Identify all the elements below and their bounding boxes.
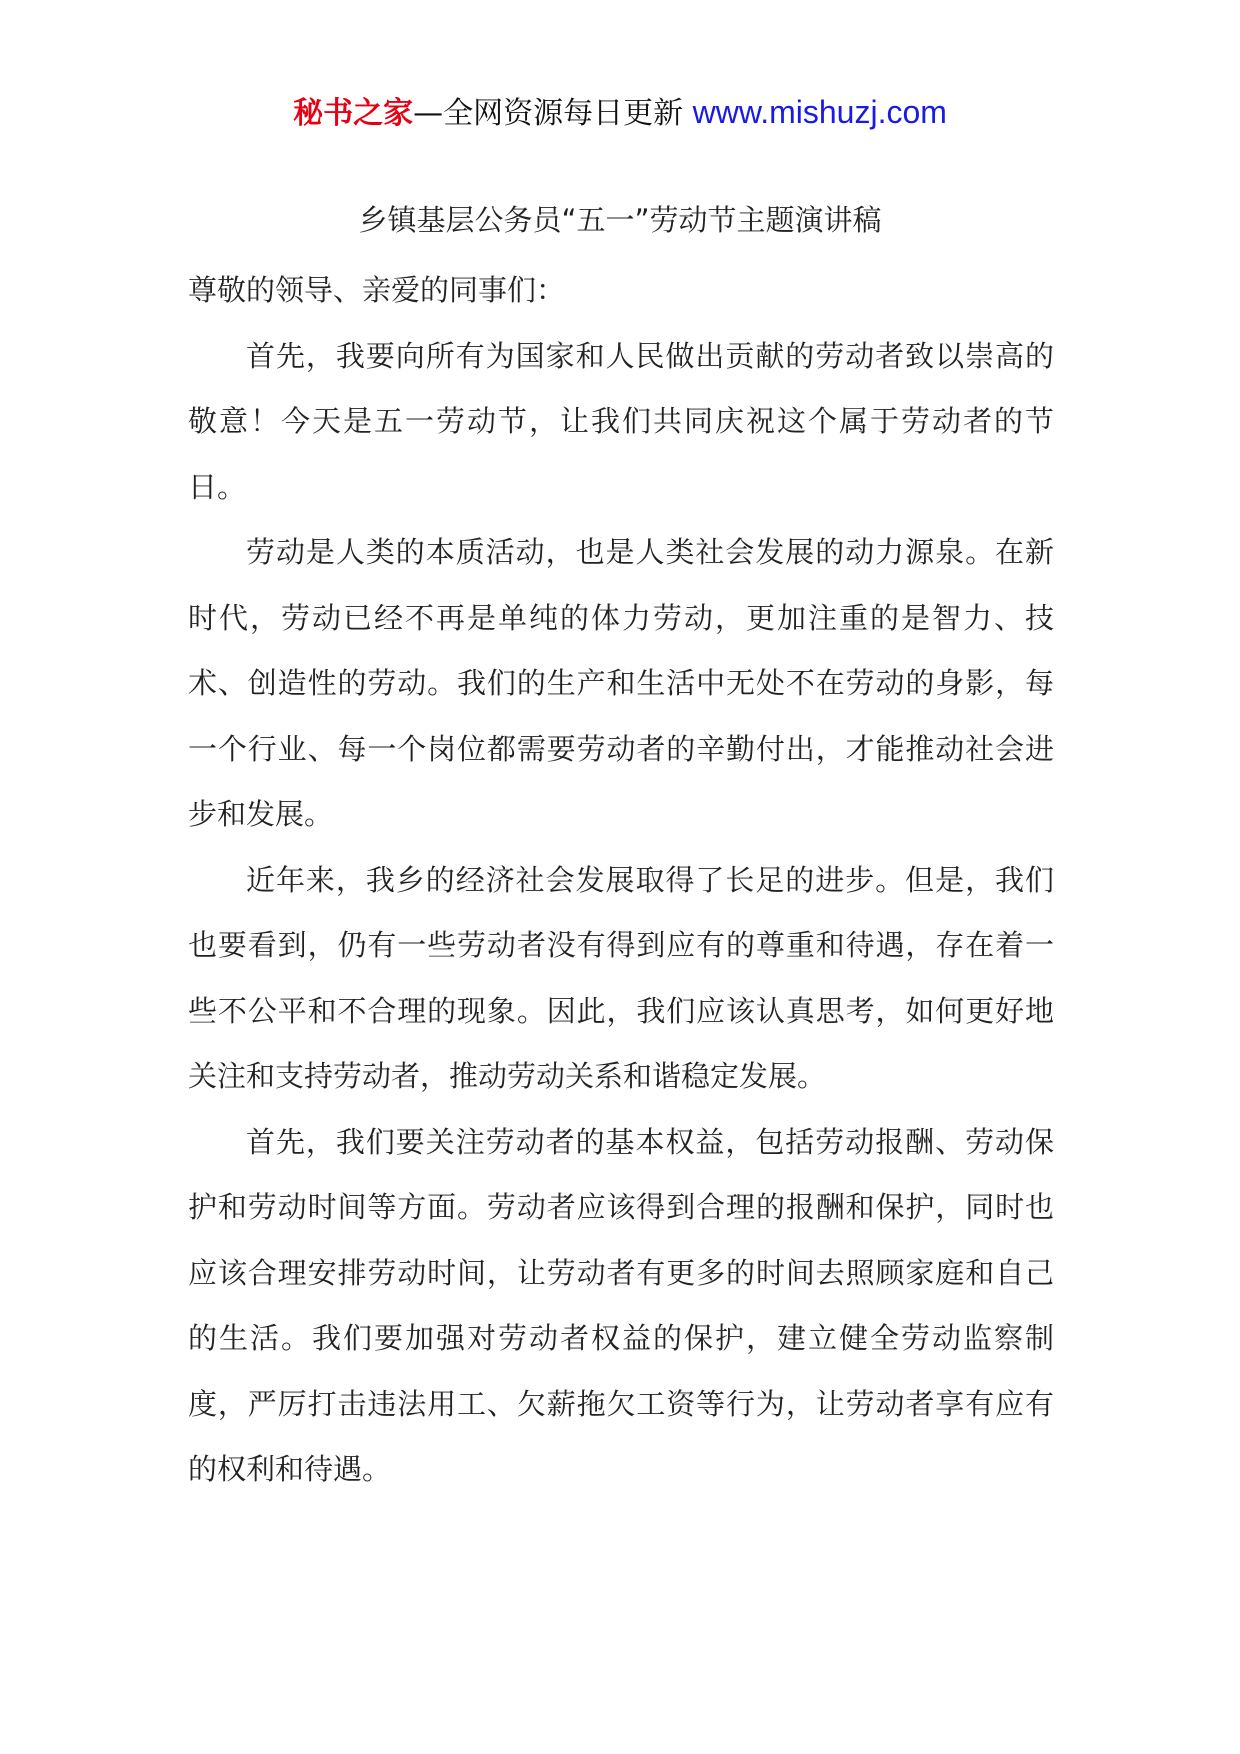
site-url-link[interactable]: www.mishuzj.com xyxy=(692,94,947,130)
site-tagline: —全网资源每日更新 xyxy=(413,96,693,131)
site-brand: 秘书之家 xyxy=(293,96,414,131)
paragraph-1: 首先，我要向所有为国家和人民做出贡献的劳动者致以崇高的敬意！今天是五一劳动节，让我们共同庆祝这个属于劳动者的节日。 xyxy=(188,338,1054,504)
salutation: 尊敬的领导、亲爱的同事们： xyxy=(188,273,566,307)
document-body xyxy=(188,258,1054,1503)
site-header xyxy=(0,90,1240,136)
paragraph-4: 首先，我们要关注劳动者的基本权益，包括劳动报酬、劳动保护和劳动时间等方面。劳动者应该得到合理的报酬和保护，同时也应该合理安排劳动时间，让劳动者有更多的时间去照顾家庭和自己的生活。我们要加强对劳动者权益的保护，建立健全劳动监察制度，严厉打击违法用工、欠薪拖欠工资等行为，让劳动者享有应有的权利和待遇。 xyxy=(188,1124,1054,1486)
paragraph-3: 近年来，我乡的经济社会发展取得了长足的进步。但是，我们也要看到，仍有一些劳动者没有得到应有的尊重和待遇，存在着一些不公平和不合理的现象。因此，我们应该认真思考，如何更好地关注和支持劳动者，推动劳动关系和谐稳定发展。 xyxy=(188,862,1054,1093)
paragraph-2: 劳动是人类的本质活动，也是人类社会发展的动力源泉。在新时代，劳动已经不再是单纯的体力劳动，更加注重的是智力、技术、创造性的劳动。我们的生产和生活中无处不在劳动的身影，每一个行业、每一个岗位都需要劳动者的辛勤付出，才能推动社会进步和发展。 xyxy=(188,535,1054,831)
document-title: 乡镇基层公务员“五一”劳动节主题演讲稿 xyxy=(358,203,882,237)
